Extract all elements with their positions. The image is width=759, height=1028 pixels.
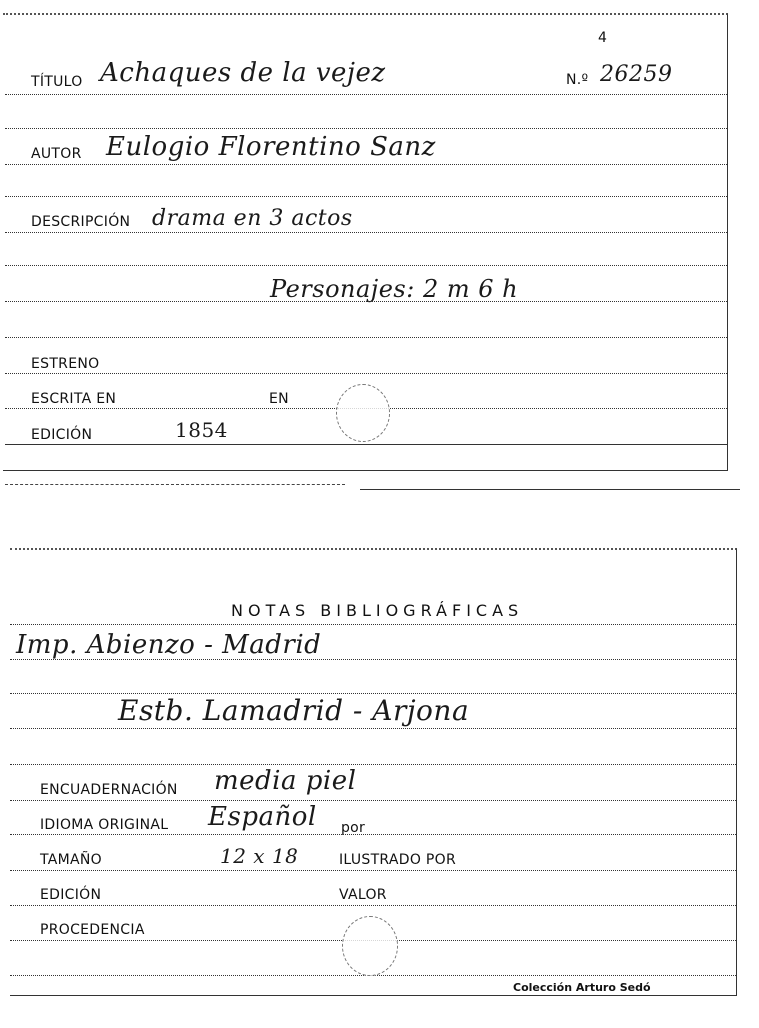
por-label: por	[341, 820, 366, 836]
numero-value: 26259	[600, 62, 673, 87]
rule-b2	[10, 659, 736, 660]
escrita-label: ESCRITA EN	[31, 391, 117, 407]
corner-mark: 4	[598, 30, 607, 46]
rule-descripcion	[5, 232, 727, 233]
titulo-value: Achaques de la vejez	[100, 58, 386, 88]
encuadernacion-label: ENCUADERNACIÓN	[40, 782, 178, 798]
valor-label: VALOR	[339, 887, 387, 903]
tamano-label: TAMAÑO	[40, 852, 102, 868]
note-line-1: Imp. Abienzo - Madrid	[16, 630, 322, 660]
stamp-mark-bottom	[342, 916, 398, 976]
rule-edicion	[5, 444, 727, 445]
descripcion-value: drama en 3 actos	[152, 206, 353, 231]
encuadernacion-value: media piel	[214, 766, 357, 796]
collection-footer: Colección Arturo Sedó	[513, 981, 651, 994]
idioma-value: Español	[208, 802, 317, 832]
tamano-value: 12 x 18	[220, 844, 299, 868]
rule-encuadernacion	[10, 800, 736, 801]
rule-tamano	[10, 870, 736, 871]
numero-label: N.º	[566, 72, 589, 88]
notas-heading: NOTAS BIBLIOGRÁFICAS	[231, 601, 524, 620]
rule-2	[5, 128, 727, 129]
ilustrado-label: ILUSTRADO POR	[339, 852, 456, 868]
rule-8	[5, 337, 727, 338]
rule-6	[5, 265, 727, 266]
edicion-label-bottom: EDICIÓN	[40, 887, 102, 903]
rule-b4	[10, 728, 736, 729]
edicion-value: 1854	[175, 418, 228, 442]
autor-label: AUTOR	[31, 146, 82, 162]
rule-autor	[5, 164, 727, 165]
rule-4	[5, 196, 727, 197]
rule-idioma	[10, 834, 736, 835]
rule-estreno	[5, 373, 727, 374]
idioma-label: IDIOMA ORIGINAL	[40, 817, 169, 833]
rule-titulo	[5, 94, 727, 95]
autor-value: Eulogio Florentino Sanz	[106, 132, 436, 162]
rule-7	[5, 301, 727, 302]
rule-b3	[10, 693, 736, 694]
estreno-label: ESTRENO	[31, 356, 100, 372]
rule-b5	[10, 764, 736, 765]
procedencia-label: PROCEDENCIA	[40, 922, 145, 938]
stamp-mark-top	[336, 384, 390, 442]
card-edge-line	[360, 489, 740, 490]
en-label: EN	[269, 391, 289, 407]
descripcion-label: DESCRIPCIÓN	[31, 214, 131, 230]
rule-b1	[10, 624, 736, 625]
card-edge-fragment	[5, 484, 345, 485]
rule-edicion-bottom	[10, 905, 736, 906]
note-line-2: Estb. Lamadrid - Arjona	[118, 694, 470, 727]
personajes-value: Personajes: 2 m 6 h	[270, 275, 519, 303]
edicion-label: EDICIÓN	[31, 427, 93, 443]
titulo-label: TÍTULO	[31, 74, 83, 90]
